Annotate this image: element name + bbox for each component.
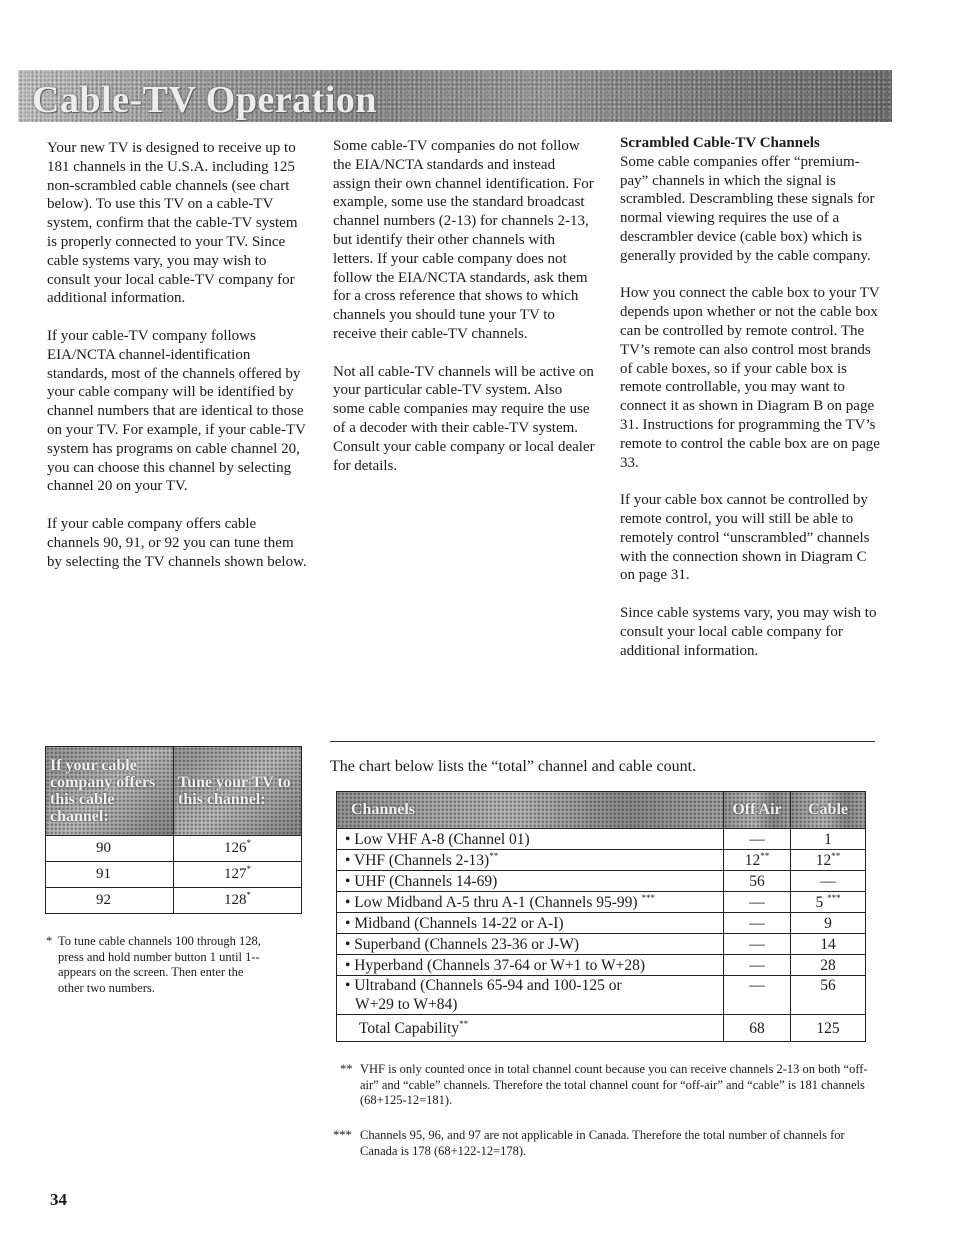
footnote-text: Channels 95, 96, and 97 are not applicable in Canada. Therefore the total number of channels for Canada is 178 (68+122-12=178).: [360, 1128, 845, 1158]
section-banner: [18, 70, 892, 122]
cable-channel-cell: 91: [46, 862, 174, 888]
cable-value: 28: [820, 956, 836, 974]
table-row: [46, 888, 302, 914]
double-asterisk-mark: **: [831, 850, 841, 861]
chart-caption: The chart below lists the “total” channel and cable count.: [330, 758, 697, 775]
table-row: [337, 913, 866, 934]
table-row: [337, 892, 866, 913]
channel-name-cell: [337, 934, 724, 955]
cable-cell: [791, 934, 866, 955]
channel-name-cell: [337, 871, 724, 892]
table-row: [46, 836, 302, 862]
tune-footnote: [46, 934, 268, 996]
tune-header-tv: Tune your TV to this channel:: [174, 747, 302, 836]
footnote-text: To tune cable channels 100 through 128, press and hold number button 1 until 1-- appears on the screen. Then enter the other two numbers.: [58, 934, 261, 995]
asterisk-mark: *: [246, 864, 251, 874]
cable-cell: [791, 850, 866, 871]
cable-cell: [791, 829, 866, 850]
tune-table: [45, 746, 302, 914]
cable-channel-cell: 92: [46, 888, 174, 914]
off-air-value: 12: [744, 851, 761, 869]
cable-value: 14: [820, 935, 836, 953]
cable-value: 56: [820, 977, 836, 994]
chart-footnote-canada: [333, 1128, 870, 1159]
total-row: [337, 1015, 866, 1042]
table-row: [337, 829, 866, 850]
table-row: [337, 934, 866, 955]
off-air-cell: [724, 955, 791, 976]
channel-name-cell: [337, 850, 724, 871]
column-3: [620, 134, 882, 679]
footnote-marker: **: [340, 1062, 353, 1076]
total-off-air-cell: 68: [724, 1015, 791, 1042]
triple-asterisk-mark: ***: [641, 892, 655, 903]
table-row: [337, 850, 866, 871]
header-off-air: Off Air: [724, 792, 791, 829]
channel-name-cell: [337, 955, 724, 976]
header-cable: Cable: [791, 792, 866, 829]
table-row: [46, 862, 302, 888]
col2-paragraph-2: Not all cable-TV channels will be active on your particular cable-TV system. Also some cable companies may require the use of a decoder with their cable-TV system. Consult your cable company or local dealer for details.: [333, 363, 595, 474]
channel-name-cell: [337, 892, 724, 913]
off-air-value: —: [749, 914, 765, 932]
cable-value: 5: [815, 893, 824, 911]
off-air-value: —: [749, 956, 765, 974]
table-row: [337, 976, 866, 1015]
tv-channel-cell: [174, 836, 302, 862]
tv-channel-value: 126: [224, 840, 247, 856]
channel-count-table: [336, 791, 866, 1042]
cable-channel-cell: 90: [46, 836, 174, 862]
col3-paragraph-1: Some cable companies offer “premium-pay” channels in which the signal is scrambled. Descrambling these signals for normal viewing requires the use of a descrambler device (cable box) which is generally provided by the cable company.: [620, 153, 875, 264]
tv-channel-cell: [174, 862, 302, 888]
page-number: 34: [50, 1190, 67, 1209]
channel-name-line2: W+29 to W+84): [355, 996, 458, 1013]
asterisk-mark: *: [246, 890, 251, 900]
table-row: [337, 871, 866, 892]
table-row: [337, 955, 866, 976]
channel-name: • Low Midband A-5 thru A-1 (Channels 95-99): [345, 893, 638, 911]
off-air-cell: [724, 976, 791, 1015]
col3-paragraph-3: If your cable box cannot be controlled by remote control, you will still be able to remotely control “unscrambled” channels with the connection shown in Diagram C on page 31.: [620, 492, 870, 584]
channel-name: • Ultraband (Channels 65-94 and 100-125 or: [345, 977, 622, 994]
off-air-cell: [724, 934, 791, 955]
col3-paragraph-2: How you connect the cable box to your TV depends upon whether or not the cable box can be controlled by remote control. The TV’s remote can also control most brands of cable boxes, so if your cable box is remote controllable, you may want to connect it as shown in Diagram B on page 31. Instructions for programming the TV’s remote to control the cable box are on page 33.: [620, 285, 880, 471]
channel-name-cell: [337, 913, 724, 934]
cable-cell: [791, 871, 866, 892]
asterisk-mark: *: [246, 838, 251, 848]
footnote-marker: *: [46, 934, 53, 948]
section-title: Cable-TV Operation: [32, 79, 378, 121]
off-air-cell: [724, 913, 791, 934]
chart-footnote-vhf: [340, 1062, 870, 1109]
column-2: [333, 137, 595, 494]
divider-line: [330, 741, 875, 742]
double-asterisk-mark: **: [489, 850, 499, 861]
total-label: Total Capability: [359, 1019, 460, 1037]
channel-table-header: [337, 792, 866, 829]
tune-header-cable: If your cable company offers this cable channel:: [46, 747, 174, 836]
total-label-cell: [337, 1015, 724, 1042]
column-1: [47, 139, 309, 590]
double-asterisk-mark: **: [459, 1018, 469, 1029]
off-air-value: —: [749, 977, 765, 994]
tv-channel-value: 128: [224, 892, 247, 908]
cable-cell: [791, 976, 866, 1015]
off-air-cell: [724, 850, 791, 871]
channel-name-cell: [337, 829, 724, 850]
off-air-value: 56: [749, 872, 765, 890]
off-air-cell: [724, 892, 791, 913]
scrambled-heading: Scrambled Cable-TV Channels: [620, 135, 820, 151]
tv-channel-cell: [174, 888, 302, 914]
col1-paragraph-1: Your new TV is designed to receive up to 181 channels in the U.S.A. including 125 non-scrambled cable channels (see chart below). To use this TV on a cable-TV system, confirm that the cable-TV system is properly connected to your TV. Since cable systems vary, you may wish to consult your local cable-TV company for additional information.: [47, 140, 298, 307]
col3-paragraph-4: Since cable systems vary, you may wish to consult your local cable company for additional information.: [620, 604, 877, 659]
tv-channel-value: 127: [224, 866, 247, 882]
col2-paragraph-1: Some cable-TV companies do not follow the EIA/NCTA standards and instead assign their own channel identification. For example, some use the standard broadcast channel numbers (2-13) for channels 2-13, but identify their other channels with letters. If your cable company does not follow the EIA/NCTA standards, ask them for a cross reference that shows to which channels you should tune your TV to receive their cable-TV channels.: [333, 138, 594, 342]
channel-name: • VHF (Channels 2-13): [345, 851, 490, 869]
off-air-value: —: [749, 830, 765, 848]
col1-paragraph-2: If your cable-TV company follows EIA/NCTA channel-identification standards, most of the channels offered by your cable company will be identified by channel numbers that are identical to those on your TV. For example, if your cable-TV system has programs on cable channel 20, you can choose this channel by selecting channel 20 on your TV.: [47, 327, 306, 495]
cable-cell: [791, 892, 866, 913]
channel-name-cell: [337, 976, 724, 1015]
double-asterisk-mark: **: [760, 850, 770, 861]
footnote-text: VHF is only counted once in total channel count because you can receive channels 2-13 on both “off-air” and “cable” channels. Therefore the total channel count for “off-air” and “cable” is 181 channels (68+125-12=181).: [360, 1062, 868, 1107]
channel-name: • Midband (Channels 14-22 or A-I): [345, 914, 564, 932]
off-air-cell: [724, 871, 791, 892]
col1-paragraph-3: If your cable company offers cable channels 90, 91, or 92 you can tune them by selecting the TV channels shown below.: [47, 515, 307, 570]
header-channels: Channels: [337, 792, 724, 829]
cable-cell: [791, 955, 866, 976]
channel-name: • Superband (Channels 23-36 or J-W): [345, 935, 579, 953]
footnote-marker: ***: [333, 1128, 352, 1142]
triple-asterisk-mark: ***: [827, 892, 841, 903]
total-cable-cell: 125: [791, 1015, 866, 1042]
cable-value: 9: [824, 914, 832, 932]
channel-name: • Hyperband (Channels 37-64 or W+1 to W+28): [345, 956, 645, 974]
off-air-value: —: [749, 935, 765, 953]
cable-cell: [791, 913, 866, 934]
channel-name: • UHF (Channels 14-69): [345, 872, 498, 890]
cable-value: 1: [824, 830, 832, 848]
tune-table-header: [46, 747, 302, 836]
cable-value: 12: [815, 851, 832, 869]
off-air-value: —: [749, 893, 765, 911]
off-air-cell: [724, 829, 791, 850]
cable-value: —: [820, 872, 836, 890]
channel-name: • Low VHF A-8 (Channel 01): [345, 830, 530, 848]
